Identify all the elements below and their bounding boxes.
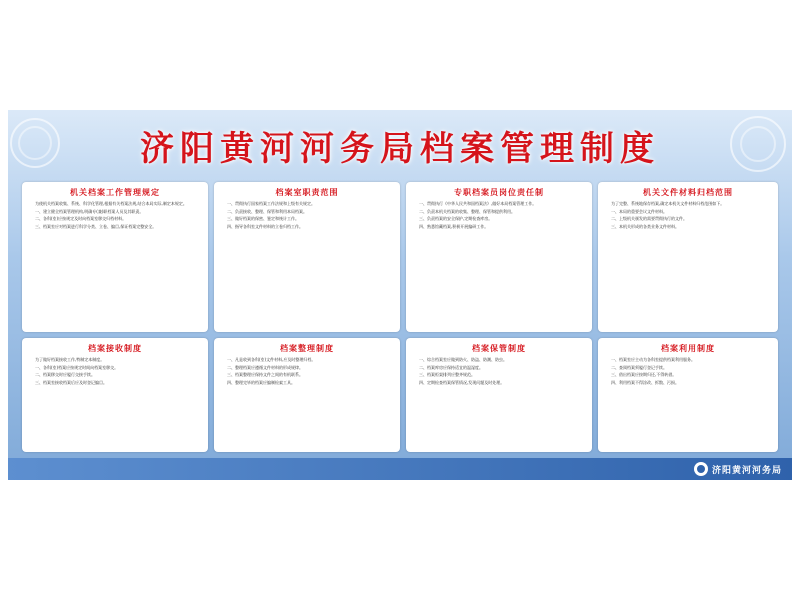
panel-body — [411, 357, 587, 385]
board-title: 济阳黄河河务局档案管理制度 — [140, 129, 660, 169]
panel-body — [27, 201, 203, 229]
panel-heading: 档案室职责范围 — [275, 187, 339, 197]
panel-paragraph: 二、负责接收、整理、保管和利用本局档案。 — [227, 208, 307, 214]
panel-paragraph: 一、贯彻执行《中华人民共和国档案法》,做好本局档案管理工作。 — [419, 201, 537, 206]
panel-paragraph: 四、熟悉馆藏档案,积极开展编研工作。 — [419, 223, 489, 229]
panel-archive-rules — [22, 182, 208, 332]
panel-archive-receiving — [22, 338, 208, 452]
panel-paragraph: 三、本机关形成的各类业务文件材料。 — [611, 223, 679, 229]
panel-paragraph: 为了完整、系统地保存档案,确定本机关文件材料归档范围如下。 — [611, 201, 725, 206]
org-name: 济阳黄河河务局 — [711, 465, 782, 476]
panel-paragraph: 一、贯彻执行国家档案工作法规和上级有关规定。 — [227, 201, 315, 206]
panel-paragraph: 一、各科(室)档案应按规定时间向档案室移交。 — [35, 364, 119, 370]
panel-paragraph: 一、凡是收到各科(室)文件材料,应及时整理归档。 — [227, 357, 316, 362]
panel-heading: 机关档案工作管理规定 — [70, 187, 160, 197]
panel-paragraph: 三、负责档案的安全保护,定期检查库房。 — [419, 216, 493, 221]
org-logo — [694, 460, 782, 478]
panel-paragraph: 一、档案室应主动为各科室提供档案利用服务。 — [611, 357, 695, 362]
panel-archive-organizing — [214, 338, 400, 452]
panel-body — [27, 357, 203, 385]
panel-paragraph: 三、档案柜架排列应整齐规范。 — [419, 372, 475, 377]
panel-paragraph: 为了做好档案接收工作,特制定本制度。 — [35, 357, 105, 362]
panel-paragraph: 四、利用档案不得涂改、拆散、污损。 — [611, 379, 679, 385]
panel-heading: 档案接收制度 — [88, 343, 142, 353]
panel-paragraph: 四、指导各科室文件材料的立卷归档工作。 — [227, 223, 303, 229]
panel-paragraph: 三、借出档案应按期归还,不得转借。 — [611, 372, 677, 377]
panel-archive-office-duties — [214, 182, 400, 332]
panel-paragraph: 三、档案室接收档案后应及时登记编目。 — [35, 379, 107, 385]
panel-heading: 档案整理制度 — [280, 343, 334, 353]
panel-body — [219, 201, 395, 229]
panel-filing-scope — [598, 182, 778, 332]
org-emblem-icon — [694, 462, 708, 476]
panel-heading: 档案利用制度 — [661, 343, 715, 353]
panel-heading: 档案保管制度 — [472, 343, 526, 353]
panel-paragraph: 四、定期检查档案保管情况,发现问题及时处理。 — [419, 379, 505, 385]
panel-paragraph: 二、档案移交时应履行交接手续。 — [35, 372, 95, 377]
panel-archivist-responsibility — [406, 182, 592, 332]
panel-archive-storage — [406, 338, 592, 452]
panel-paragraph: 二、查阅档案须履行登记手续。 — [611, 364, 667, 370]
panel-paragraph: 二、整理档案应遵循文件材料的形成规律。 — [227, 364, 303, 370]
panel-paragraph: 四、整理完毕的档案应编制检索工具。 — [227, 379, 295, 385]
panel-body — [411, 201, 587, 229]
panel-paragraph: 三、做好档案的保密、鉴定和统计工作。 — [227, 216, 299, 221]
panel-paragraph: 二、各科(室)应按规定及时向档案室移交归档材料。 — [35, 216, 127, 221]
panel-paragraph: 为使机关档案收集、系统、科学化管理,根据有关档案法规,结合本局实际,制定本规定。 — [35, 201, 187, 206]
notice-board — [8, 110, 792, 480]
panel-paragraph: 二、档案库房应保持适宜的温湿度。 — [419, 364, 483, 370]
panel-paragraph: 三、档案整理应保持文件之间的有机联系。 — [227, 372, 303, 377]
panel-heading: 机关文件材料归档范围 — [643, 187, 733, 197]
panel-body — [603, 201, 773, 229]
panel-paragraph: 二、负责本机关档案的收集、整理、保管和提供利用。 — [419, 208, 515, 214]
panel-body — [603, 357, 773, 385]
panel-paragraph: 三、档案室应对档案进行科学分类、立卷、编目,保证档案完整安全。 — [35, 223, 157, 229]
panel-paragraph: 二、上级机关颁发的需要贯彻执行的文件。 — [611, 216, 687, 221]
panel-body — [219, 357, 395, 385]
panel-paragraph: 一、建立健全档案管理机构,明确专(兼)职档案人员及其职责。 — [35, 208, 144, 214]
panel-paragraph: 一、本局的重要会议文件材料。 — [611, 208, 667, 214]
panel-archive-utilization — [598, 338, 778, 452]
panel-paragraph: 一、综合档案室应做到防火、防盗、防潮、防虫。 — [419, 357, 507, 362]
board-footer — [8, 458, 792, 480]
panel-heading: 专职档案员岗位责任制 — [454, 187, 544, 197]
